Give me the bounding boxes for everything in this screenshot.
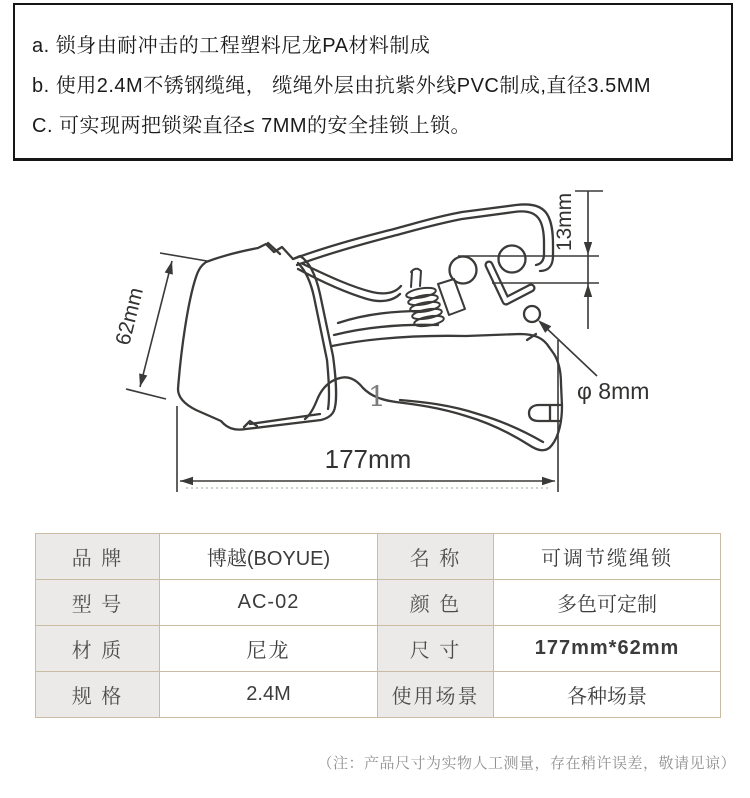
table-row bbox=[36, 626, 721, 672]
feature-line-a: a. 锁身由耐冲击的工程塑料尼龙PA材料制成 bbox=[32, 35, 431, 57]
lower-body-outline bbox=[305, 347, 562, 450]
table-row bbox=[36, 672, 721, 718]
spring bbox=[405, 269, 465, 328]
spec-value-brand: 博越(BOYUE) bbox=[160, 534, 378, 580]
upper-arm-inner bbox=[297, 211, 544, 265]
spec-label-color: 颜 色 bbox=[378, 580, 494, 626]
technical-drawing-area bbox=[0, 168, 750, 530]
rivet-hole-left bbox=[450, 257, 477, 284]
spec-label-model: 型 号 bbox=[36, 580, 160, 626]
table-row bbox=[36, 580, 721, 626]
dim-label-13mm: 13mm bbox=[553, 192, 576, 252]
measurement-note: （注：产品尺寸为实物人工测量，存在稍许误差，敬请见谅） bbox=[317, 755, 736, 772]
spec-label-name: 名 称 bbox=[378, 534, 494, 580]
table-row bbox=[36, 534, 721, 580]
feature-line-b: b. 使用2.4M不锈钢缆绳， 缆绳外层由抗紫外线PVC制成,直径3.5MM bbox=[32, 75, 652, 97]
dimension-labels bbox=[111, 193, 649, 474]
spec-label-spec: 规 格 bbox=[36, 672, 160, 718]
dim-label-177mm: 177mm bbox=[324, 444, 412, 474]
spec-value-model: AC-02 bbox=[160, 580, 378, 626]
right-clip-tab bbox=[529, 405, 561, 421]
device-outline bbox=[178, 204, 562, 450]
handle-outline bbox=[178, 244, 336, 430]
spec-value-spec: 2.4M bbox=[160, 672, 378, 718]
rivet-hole-right bbox=[499, 246, 526, 273]
spec-table bbox=[35, 533, 721, 718]
spec-label-material: 材 质 bbox=[36, 626, 160, 672]
phi8-hole bbox=[524, 306, 540, 322]
spec-value-name: 可调节缆绳锁 bbox=[494, 534, 721, 580]
feature-line-c: C. 可实现两把锁梁直径≤ 7MM的安全挂锁上锁。 bbox=[32, 115, 472, 137]
spec-value-color: 多色可定制 bbox=[494, 580, 721, 626]
spec-label-size: 尺 寸 bbox=[378, 626, 494, 672]
spec-value-size: 177mm*62mm bbox=[494, 626, 721, 672]
spec-label-brand: 品 牌 bbox=[36, 534, 160, 580]
spec-label-scene: 使用场景 bbox=[378, 672, 494, 718]
dim-label-phi8mm: φ 8mm bbox=[577, 378, 650, 404]
dim-label-62mm: 62mm bbox=[111, 285, 148, 348]
part-mark-1: 1 bbox=[368, 380, 386, 413]
spec-value-scene: 各种场景 bbox=[494, 672, 721, 718]
upper-arm-outer bbox=[293, 204, 553, 271]
feature-box bbox=[13, 3, 733, 161]
cable-lock-drawing bbox=[0, 168, 750, 530]
spec-value-material: 尼龙 bbox=[160, 626, 378, 672]
